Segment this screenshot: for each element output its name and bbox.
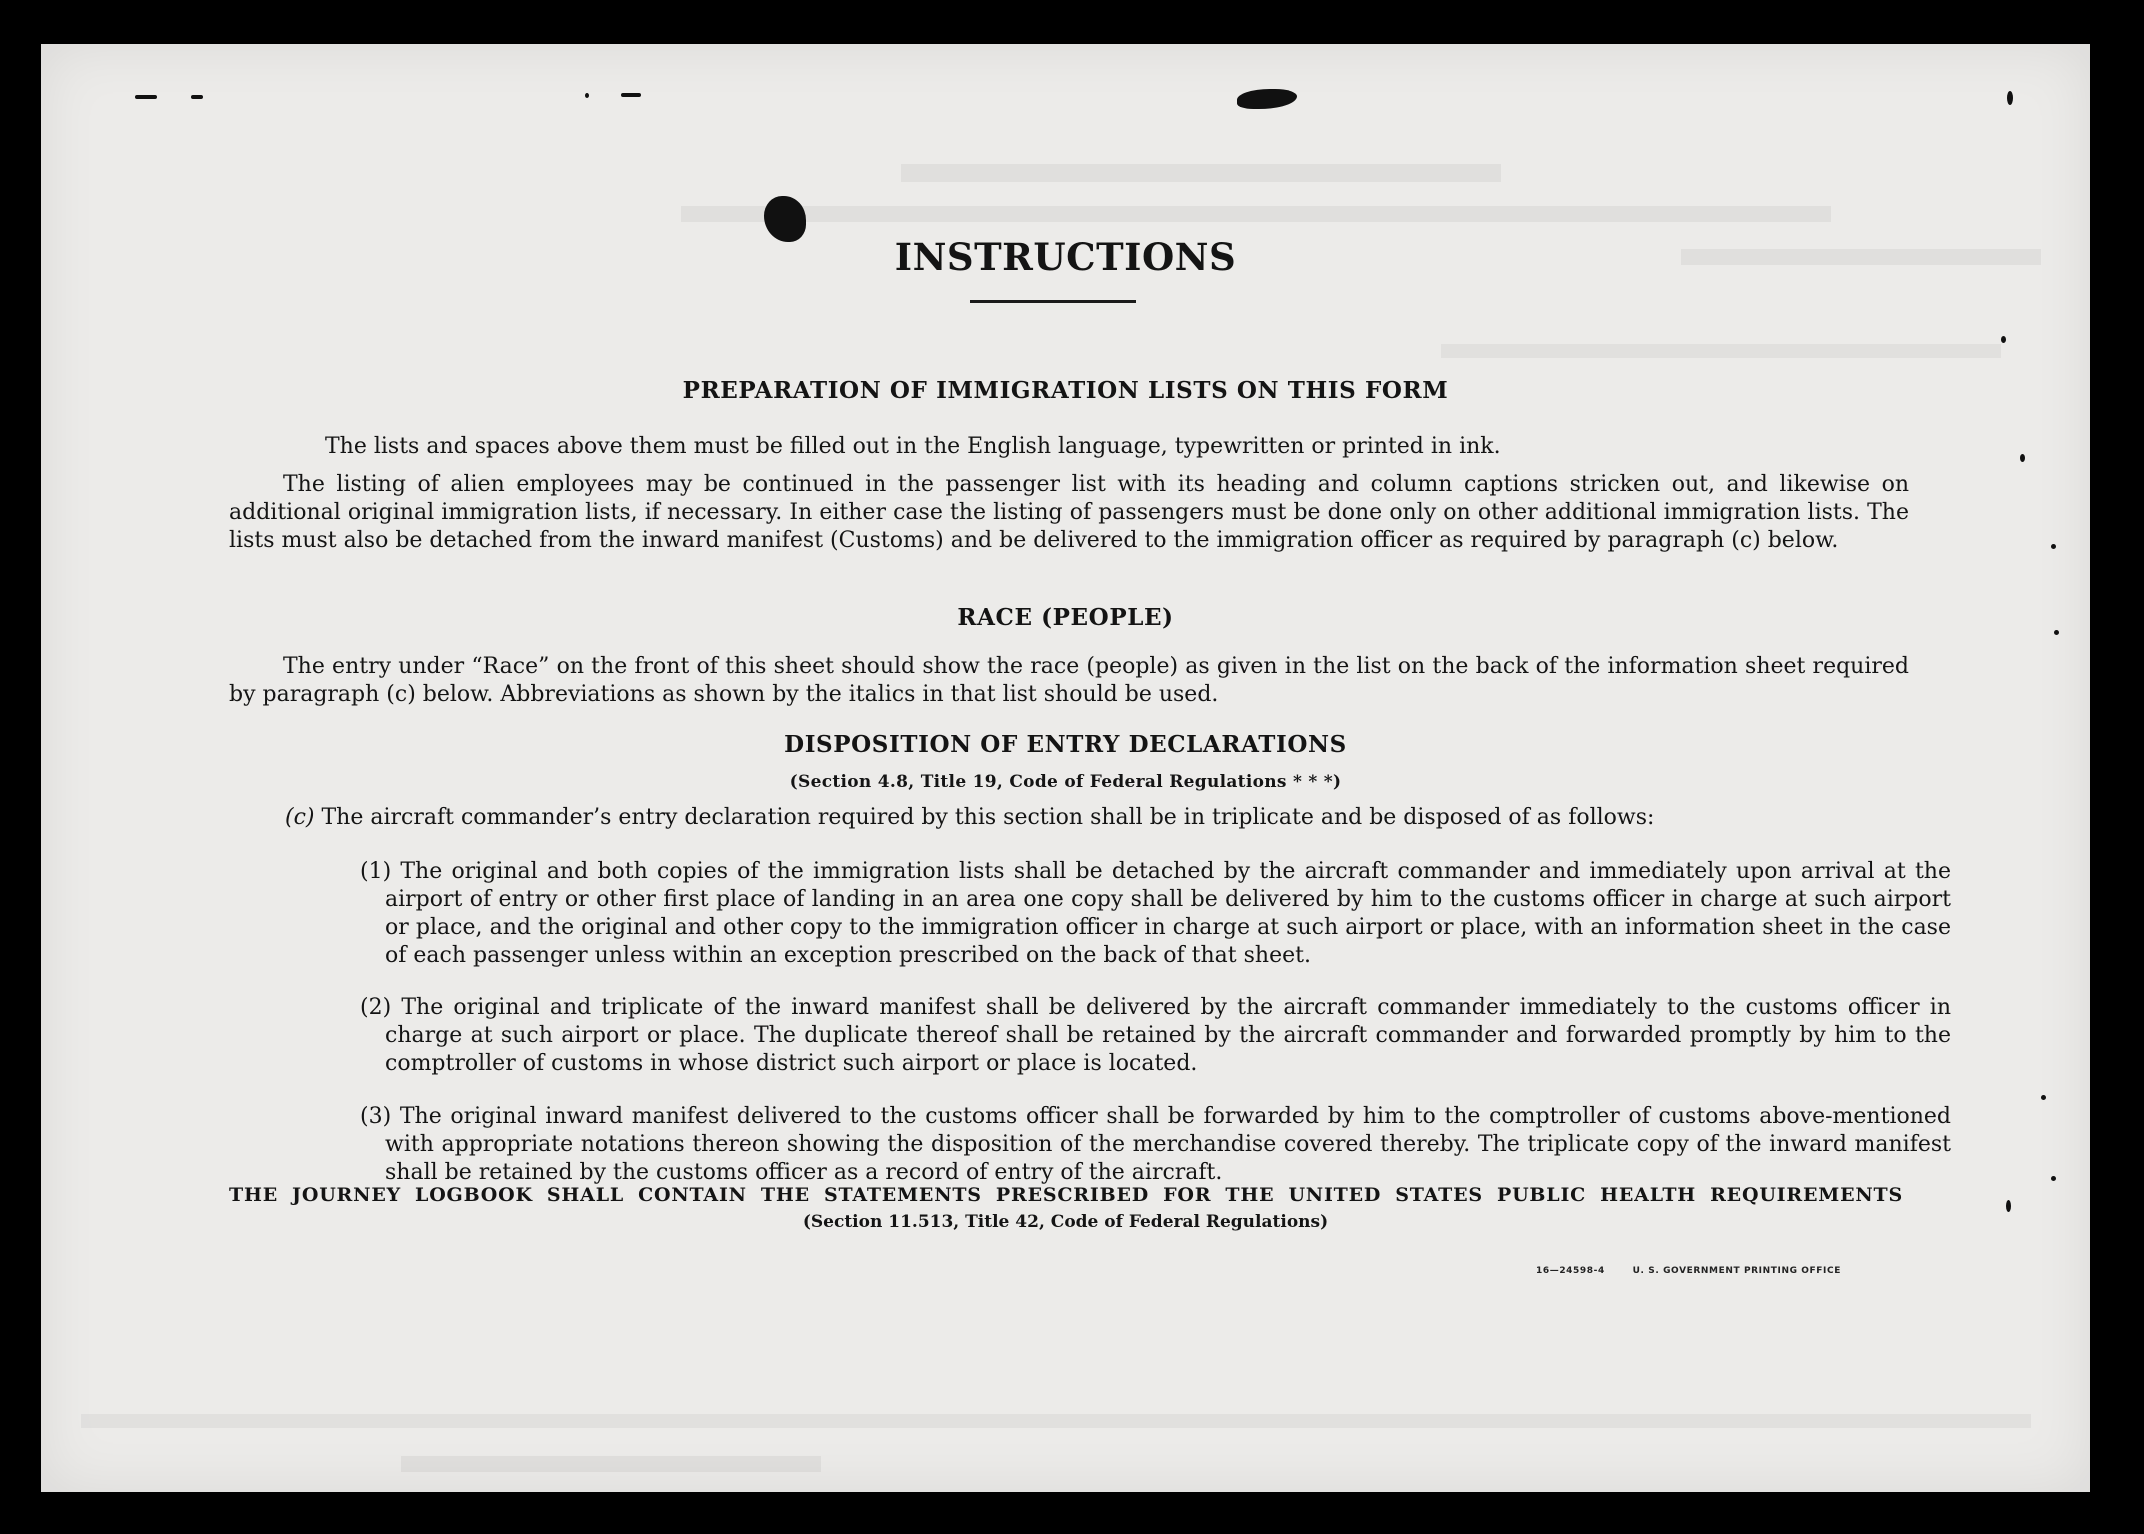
item-number: (2) [360, 995, 392, 1020]
bleed-through-line [81, 1414, 2031, 1428]
ink-speck [2020, 454, 2025, 462]
ink-speck [2006, 1200, 2011, 1212]
item-number: (3) [360, 1104, 392, 1129]
item-text: The original inward manifest delivered to the customs officer shall be forwarded by him to the comptroller of customs above-mentioned with appropriate notations thereon showing the disposition of the merchandise covered thereby. The triplicate copy of the inward manifest shall be retained by the customs officer as a record of entry of the aircraft. [385, 1104, 1951, 1185]
section-heading-disposition: DISPOSITION OF ENTRY DECLARATIONS [784, 731, 1347, 758]
ink-speck [2001, 336, 2006, 343]
document-page [41, 44, 2090, 1492]
intro-text: The aircraft commander’s entry declaration required by this section shall be in triplicate and be disposed of as follows: [321, 805, 1655, 830]
ink-speck [2051, 544, 2056, 549]
section-heading-race: RACE (PEOPLE) [957, 604, 1174, 631]
instructions-sheet [41, 44, 2090, 1492]
ink-speck [585, 93, 589, 98]
disposition-citation: (Section 4.8, Title 19, Code of Federal Regulations * * *) [789, 772, 1342, 792]
form-number: 16—24598-4 [1536, 1266, 1605, 1276]
list-item [335, 858, 1951, 970]
intro-label: (c) [285, 805, 315, 830]
bleed-through-line [901, 164, 1501, 182]
printer-imprint [1536, 1266, 1865, 1276]
preparation-paragraph-2: The listing of alien employees may be continued in the passenger list with its heading and column captions stricken out, and likewise on additional original immigration lists, if necessary. In either case the listing of passengers must be done only on other additional immigration lists. The lists must also be detached from the inward manifest (Customs) and be delivered to the immigration officer as required by paragraph (c) below. [229, 472, 1909, 553]
health-requirements-citation: (Section 11.513, Title 42, Code of Federal Regulations) [802, 1212, 1329, 1232]
section-heading-preparation: PREPARATION OF IMMIGRATION LISTS ON THIS FORM [682, 377, 1449, 404]
ink-speck [621, 93, 641, 97]
ink-speck [191, 95, 203, 99]
ink-speck [2041, 1095, 2046, 1100]
health-requirements-statement: THE JOURNEY LOGBOOK SHALL CONTAIN THE STATEMENTS PRESCRIBED FOR THE UNITED STATES PUBLIC HEALTH REQUIREMENTS [229, 1184, 1903, 1206]
page-title: INSTRUCTIONS [894, 235, 1237, 279]
title-underline [970, 300, 1136, 303]
ink-speck [2007, 91, 2013, 105]
printer-name: U. S. GOVERNMENT PRINTING OFFICE [1632, 1266, 1841, 1276]
preparation-paragraph-1: The lists and spaces above them must be filled out in the English language, typewritten or printed in ink. [325, 434, 1501, 459]
list-item [335, 994, 1951, 1078]
ink-blot [1237, 89, 1297, 109]
ink-speck [2051, 1176, 2056, 1181]
item-text: The original and both copies of the immigration lists shall be detached by the aircraft commander and immediately upon arrival at the airport of entry or other first place of landing in an area one copy shall be delivered by him to the customs officer in charge at such airport or place, and the original and other copy to the immigration officer in charge at such airport or place, with an information sheet in the case of each passenger unless within an exception prescribed on the back of that sheet. [385, 859, 1951, 968]
list-item [335, 1103, 1951, 1187]
ink-speck [135, 95, 157, 99]
bleed-through-line [1441, 344, 2001, 358]
bleed-through-line [401, 1456, 821, 1472]
bleed-through-line [681, 206, 1831, 222]
disposition-intro [285, 804, 1925, 832]
item-number: (1) [360, 859, 392, 884]
race-paragraph: The entry under “Race” on the front of this sheet should show the race (people) as given in the list on the back of the information sheet required by paragraph (c) below. Abbreviations as shown by the italics in that list should be used. [229, 654, 1909, 707]
item-text: The original and triplicate of the inward manifest shall be delivered by the aircraft commander immediately to the customs officer in charge at such airport or place. The duplicate thereof shall be retained by the aircraft commander and forwarded promptly by him to the comptroller of customs in whose district such airport or place is located. [385, 995, 1951, 1076]
